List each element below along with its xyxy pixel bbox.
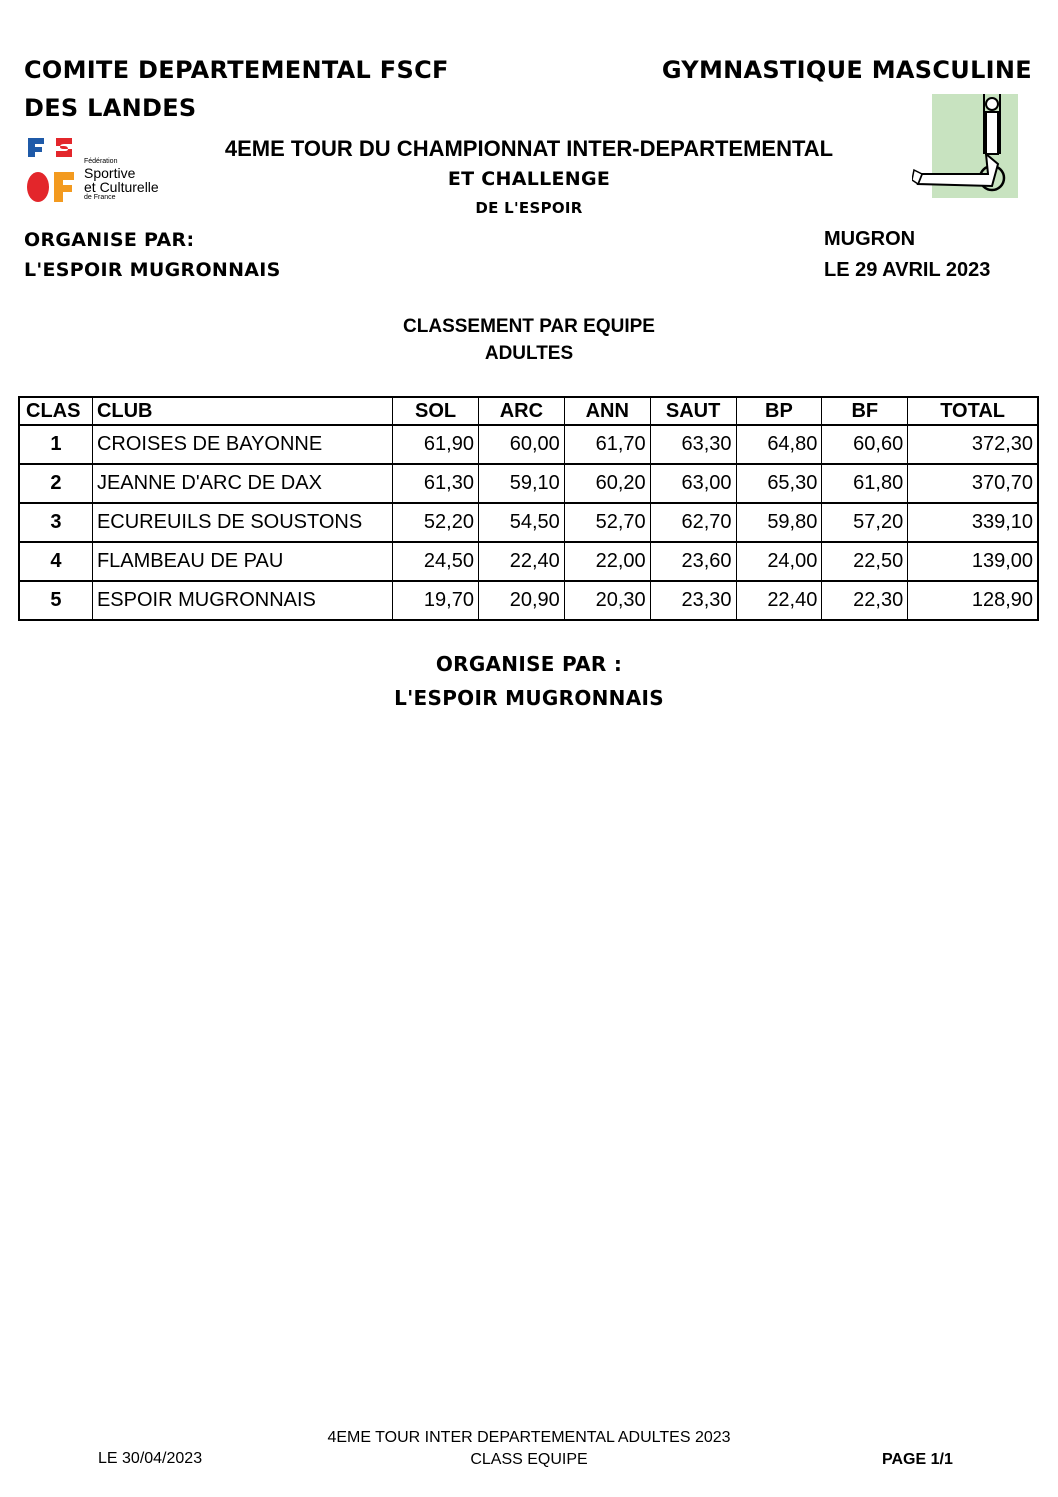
cell-sol: 61,90 [393, 425, 479, 464]
footer-print-date: LE 30/04/2023 [98, 1450, 203, 1467]
table-row [19, 542, 1038, 581]
cell-bp: 65,30 [736, 464, 822, 503]
cell-bf: 60,60 [822, 425, 908, 464]
col-header-sol: SOL [393, 397, 479, 425]
table-row [19, 503, 1038, 542]
cell-rank: 2 [19, 464, 92, 503]
cell-arc: 20,90 [478, 581, 564, 620]
event-title [0, 136, 1058, 162]
logo-text-line1: Fédération [84, 158, 118, 165]
cell-bp: 24,00 [736, 542, 822, 581]
cell-arc: 59,10 [478, 464, 564, 503]
cell-saut: 63,00 [650, 464, 736, 503]
cell-bf: 22,50 [822, 542, 908, 581]
cell-sol: 52,20 [393, 503, 479, 542]
cell-ann: 60,20 [564, 464, 650, 503]
cell-bf: 61,80 [822, 464, 908, 503]
cell-bp: 59,80 [736, 503, 822, 542]
table-row [19, 464, 1038, 503]
cell-total: 128,90 [908, 581, 1038, 620]
cell-total: 370,70 [908, 464, 1038, 503]
discipline-title: GYMNASTIQUE MASCULINE [661, 56, 1032, 84]
committee-name: COMITE DEPARTEMENTAL FSCF [24, 56, 449, 84]
cell-ann: 22,00 [564, 542, 650, 581]
cell-club: JEANNE D'ARC DE DAX [92, 464, 392, 503]
col-header-total: TOTAL [908, 397, 1038, 425]
cell-rank: 4 [19, 542, 92, 581]
cell-sol: 19,70 [393, 581, 479, 620]
cell-saut: 62,70 [650, 503, 736, 542]
cell-rank: 3 [19, 503, 92, 542]
event-title-text: 4EME TOUR DU CHAMPIONNAT INTER-DEPARTEMENTAL [224, 136, 834, 161]
col-header-bp: BP [736, 397, 822, 425]
cell-total: 339,10 [908, 503, 1038, 542]
cell-bf: 57,20 [822, 503, 908, 542]
event-location: MUGRON [824, 228, 916, 250]
cell-saut: 63,30 [650, 425, 736, 464]
cell-sol: 24,50 [393, 542, 479, 581]
cell-bf: 22,30 [822, 581, 908, 620]
footer-title: 4EME TOUR INTER DEPARTEMENTAL ADULTES 2023 [327, 1429, 731, 1446]
ranking-title: CLASSEMENT PAR EQUIPE [403, 316, 655, 337]
cell-arc: 22,40 [478, 542, 564, 581]
event-subtitle-1: ET CHALLENGE [447, 168, 611, 190]
cell-club: ECUREUILS DE SOUSTONS [92, 503, 392, 542]
cell-club: ESPOIR MUGRONNAIS [92, 581, 392, 620]
cell-saut: 23,30 [650, 581, 736, 620]
logo-text-line4: de France [84, 194, 116, 201]
cell-bp: 64,80 [736, 425, 822, 464]
col-header-rank: CLAS [19, 397, 92, 425]
cell-club: FLAMBEAU DE PAU [92, 542, 392, 581]
cell-bp: 22,40 [736, 581, 822, 620]
cell-arc: 54,50 [478, 503, 564, 542]
col-header-arc: ARC [478, 397, 564, 425]
cell-ann: 61,70 [564, 425, 650, 464]
cell-arc: 60,00 [478, 425, 564, 464]
organiser-name: L'ESPOIR MUGRONNAIS [24, 259, 281, 281]
cell-ann: 52,70 [564, 503, 650, 542]
footer-organiser-name: L'ESPOIR MUGRONNAIS [394, 686, 664, 710]
cell-total: 372,30 [908, 425, 1038, 464]
ranking-category: ADULTES [484, 343, 574, 364]
event-subtitle-2: DE L'ESPOIR [475, 199, 583, 217]
footer-organised-by-label: ORGANISE PAR : [435, 652, 623, 676]
col-header-club: CLUB [92, 397, 392, 425]
footer-subtitle: CLASS EQUIPE [470, 1451, 588, 1468]
cell-total: 139,00 [908, 542, 1038, 581]
cell-sol: 61,30 [393, 464, 479, 503]
col-header-ann: ANN [564, 397, 650, 425]
col-header-bf: BF [822, 397, 908, 425]
table-header-row [19, 397, 1038, 425]
cell-rank: 5 [19, 581, 92, 620]
results-table [18, 396, 1039, 621]
organised-by-label: ORGANISE PAR: [24, 229, 195, 251]
cell-rank: 1 [19, 425, 92, 464]
cell-saut: 23,60 [650, 542, 736, 581]
committee-department: DES LANDES [24, 94, 197, 122]
cell-ann: 20,30 [564, 581, 650, 620]
col-header-saut: SAUT [650, 397, 736, 425]
event-date: LE 29 AVRIL 2023 [824, 259, 991, 281]
footer-page-number: PAGE 1/1 [882, 1451, 953, 1468]
logo-text-line3: et Culturelle [84, 179, 159, 195]
cell-club: CROISES DE BAYONNE [92, 425, 392, 464]
logo-text-line2: Sportive [84, 165, 136, 181]
table-row [19, 425, 1038, 464]
table-row [19, 581, 1038, 620]
